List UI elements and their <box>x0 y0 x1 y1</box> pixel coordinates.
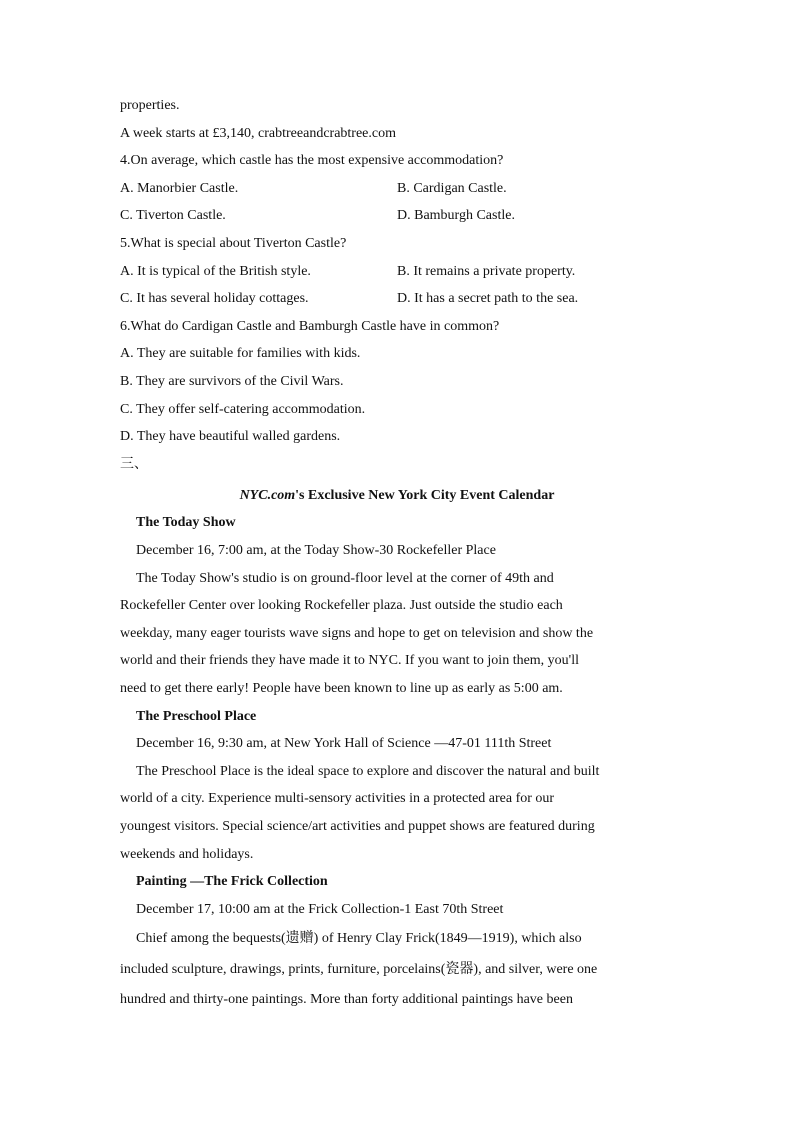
question-4-option-b: B. Cardigan Castle. <box>397 181 507 196</box>
paragraph-line: weekends and holidays. <box>120 847 254 862</box>
event-details: December 17, 10:00 am at the Frick Collection-1 East 70th Street <box>136 902 504 917</box>
paragraph-line: The Today Show's studio is on ground-floor level at the corner of 49th and <box>136 571 554 586</box>
question-5: 5.What is special about Tiverton Castle? <box>120 236 347 251</box>
question-4: 4.On average, which castle has the most expensive accommodation? <box>120 153 504 168</box>
question-5-option-a: A. It is typical of the British style. <box>120 264 311 279</box>
event-heading-frick-collection: Painting —The Frick Collection <box>136 874 328 889</box>
question-4-option-c: C. Tiverton Castle. <box>120 208 226 223</box>
paragraph-line: youngest visitors. Special science/art activities and puppet shows are featured during <box>120 819 595 834</box>
question-6-option-a: A. They are suitable for families with kids. <box>120 346 361 361</box>
question-5-option-c: C. It has several holiday cottages. <box>120 291 309 306</box>
text-line: properties. <box>120 98 180 113</box>
title-site-name: NYC.com <box>239 488 296 503</box>
paragraph-line: need to get there early! People have been known to line up as early as 5:00 am. <box>120 681 563 696</box>
question-6-option-d: D. They have beautiful walled gardens. <box>120 429 341 444</box>
section-number: 三、 <box>120 457 148 472</box>
title-rest: 's Exclusive New York City Event Calendar <box>295 488 555 503</box>
question-5-option-d: D. It has a secret path to the sea. <box>397 291 579 306</box>
paragraph-line: world of a city. Experience multi-sensory activities in a protected area for our <box>120 791 555 806</box>
paragraph-line: Chief among the bequests(遗赠) of Henry Clay Frick(1849—1919), which also <box>136 931 582 946</box>
question-6: 6.What do Cardigan Castle and Bamburgh Castle have in common? <box>120 319 500 334</box>
paragraph-line: hundred and thirty-one paintings. More than forty additional paintings have been <box>120 992 573 1007</box>
event-details: December 16, 9:30 am, at New York Hall of Science —47-01 111th Street <box>136 736 552 751</box>
question-6-option-b: B. They are survivors of the Civil Wars. <box>120 374 344 389</box>
paragraph-line: The Preschool Place is the ideal space to explore and discover the natural and built <box>136 764 600 779</box>
paragraph-line: Rockefeller Center over looking Rockefeller plaza. Just outside the studio each <box>120 598 563 613</box>
event-heading-preschool-place: The Preschool Place <box>136 709 257 724</box>
text-line: A week starts at £3,140, crabtreeandcrabtree.com <box>120 126 396 141</box>
paragraph-line: included sculpture, drawings, prints, furniture, porcelains(瓷器), and silver, were one <box>120 962 598 977</box>
passage-title <box>0 487 794 505</box>
question-5-option-b: B. It remains a private property. <box>397 264 576 279</box>
question-6-option-c: C. They offer self-catering accommodation. <box>120 402 366 417</box>
question-4-option-a: A. Manorbier Castle. <box>120 181 239 196</box>
question-4-option-d: D. Bamburgh Castle. <box>397 208 515 223</box>
event-heading-today-show: The Today Show <box>136 515 236 530</box>
paragraph-line: weekday, many eager tourists wave signs and hope to get on television and show the <box>120 626 594 641</box>
event-details: December 16, 7:00 am, at the Today Show-30 Rockefeller Place <box>136 543 496 558</box>
paragraph-line: world and their friends they have made it to NYC. If you want to join them, you'll <box>120 653 579 668</box>
